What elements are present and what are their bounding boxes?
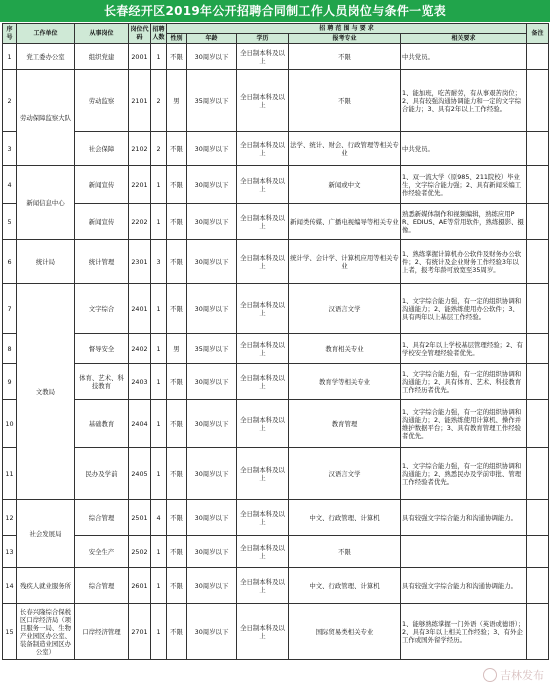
row-post: 新闻宣传: [75, 204, 129, 240]
table-body: [3, 44, 549, 660]
row-seq: 10: [3, 400, 17, 448]
row-edu: 全日制本科及以上: [237, 536, 289, 568]
row-edu: 全日制本科及以上: [237, 240, 289, 284]
table-row: [3, 334, 549, 364]
row-major: 法学、统计、财会、行政管理等相关专业: [289, 132, 401, 166]
row-count: 2: [151, 70, 167, 132]
row-count: 1: [151, 604, 167, 660]
row-post: 新闻宣传: [75, 166, 129, 204]
row-note: [527, 44, 549, 70]
row-seq: 5: [3, 204, 17, 240]
row-requirement: 1、文字综合能力强，有一定的组织协调和沟通能力；2、能熟练使用办公软件；3、具有两年以上基层工作经验。: [401, 284, 527, 334]
table-row: [3, 44, 549, 70]
header-seq: 序号: [3, 24, 17, 44]
row-requirement: 1、文字综合能力强，有一定的组织协调和沟通能力；2、熟悉民办及学前审批、管理工作经验者优先。: [401, 448, 527, 500]
row-edu: 全日制本科及以上: [237, 448, 289, 500]
row-major: 统计学、会计学、计算机应用等相关专业: [289, 240, 401, 284]
row-gender: 不限: [167, 536, 187, 568]
table-row: [3, 166, 549, 204]
row-note: [527, 334, 549, 364]
row-seq: 11: [3, 448, 17, 500]
row-code: 2403: [129, 364, 151, 400]
row-note: [527, 204, 549, 240]
row-note: [527, 500, 549, 536]
row-requirement: 1、文字综合能力强，有一定的组织协调和沟通能力；2、具有体育、艺术、科技教育工作经历者优先。: [401, 364, 527, 400]
row-requirement: 中共党员。: [401, 132, 527, 166]
row-post: 口岸经济管理: [75, 604, 129, 660]
row-requirement: 1、熟练掌握计算机办公软件及财务办公软件；2、有统计及企业财务工作经验3年以上者，报考年龄可放宽至35周岁。: [401, 240, 527, 284]
row-requirement: [401, 536, 527, 568]
row-count: 1: [151, 334, 167, 364]
row-age: 30周岁以下: [187, 568, 237, 604]
row-requirement: 熟悉新媒体制作和视频编辑，熟练应用PR、EDIUS、AE等常用软件，熟练摄影、摄像。: [401, 204, 527, 240]
row-edu: 全日制本科及以上: [237, 364, 289, 400]
row-note: [527, 166, 549, 204]
row-requirement: 1、能加班，吃苦耐劳，有从事艰苦岗位；2、具有较强沟通协调能力和一定的文字综合能力；3、具有2年以上工作经验。: [401, 70, 527, 132]
row-code: 2701: [129, 604, 151, 660]
row-unit: 残疾人就业服务所: [17, 568, 75, 604]
row-requirement: 具有较强文字综合能力和沟通协调能力。: [401, 568, 527, 604]
row-note: [527, 568, 549, 604]
row-edu: 全日制本科及以上: [237, 204, 289, 240]
row-count: 3: [151, 240, 167, 284]
header-age: 年龄: [187, 34, 237, 44]
row-age: 30周岁以下: [187, 44, 237, 70]
table-row: [3, 364, 549, 400]
row-post: 安全生产: [75, 536, 129, 568]
header-edu: 学历: [237, 34, 289, 44]
row-note: [527, 604, 549, 660]
row-gender: 不限: [167, 500, 187, 536]
row-requirement: 中共党员。: [401, 44, 527, 70]
page-title: 长春经开区2019年公开招聘合同制工作人员岗位与条件一览表: [0, 0, 550, 22]
row-code: 2202: [129, 204, 151, 240]
header-gender: 性别: [167, 34, 187, 44]
row-gender: 不限: [167, 44, 187, 70]
row-major: 国际贸易类相关专业: [289, 604, 401, 660]
row-edu: 全日制本科及以上: [237, 500, 289, 536]
row-count: 1: [151, 536, 167, 568]
row-unit: 劳动保障监察大队: [17, 70, 75, 166]
row-unit: 新闻信息中心: [17, 166, 75, 240]
header-code: 岗位代码: [129, 24, 151, 44]
header-group: 招 聘 范 围 与 要 求: [167, 24, 527, 34]
table-row: [3, 500, 549, 536]
row-age: 30周岁以下: [187, 536, 237, 568]
table-row: [3, 70, 549, 132]
row-post: 社会保障: [75, 132, 129, 166]
row-edu: 全日制本科及以上: [237, 334, 289, 364]
row-note: [527, 448, 549, 500]
watermark-text: 吉林发布: [500, 669, 544, 682]
row-post: 统计管理: [75, 240, 129, 284]
row-major: 教育学等相关专业: [289, 364, 401, 400]
row-count: 1: [151, 204, 167, 240]
header-post: 从事岗位: [75, 24, 129, 44]
row-requirement: 1、文字综合能力强，有一定的组织协调和沟通能力；2、能熟练使用计算机、操作并维护数据平台；3、具有教育管理工作经验者优先。: [401, 400, 527, 448]
row-gender: 不限: [167, 604, 187, 660]
row-code: 2101: [129, 70, 151, 132]
row-age: 30周岁以下: [187, 400, 237, 448]
row-count: 1: [151, 44, 167, 70]
row-major: 不限: [289, 536, 401, 568]
row-gender: 不限: [167, 166, 187, 204]
row-seq: 2: [3, 70, 17, 132]
row-note: [527, 70, 549, 132]
row-age: 30周岁以下: [187, 448, 237, 500]
table-row: [3, 284, 549, 334]
row-seq: 1: [3, 44, 17, 70]
header-note: 备注: [527, 24, 549, 44]
row-major: 新闻类传媒、广播电视编导等相关专业: [289, 204, 401, 240]
row-major: 汉语言文学: [289, 448, 401, 500]
row-unit: 长春兴隆综合保税区口岸经济局（项目服务一局、生物产业园区办公室、装备制造业园区办公室）: [17, 604, 75, 660]
table-row: [3, 400, 549, 448]
row-major: 中文、行政管理、计算机: [289, 568, 401, 604]
row-code: 2502: [129, 536, 151, 568]
row-gender: 不限: [167, 284, 187, 334]
row-edu: 全日制本科及以上: [237, 70, 289, 132]
row-edu: 全日制本科及以上: [237, 568, 289, 604]
row-gender: 男: [167, 334, 187, 364]
row-age: 30周岁以下: [187, 204, 237, 240]
row-age: 30周岁以下: [187, 500, 237, 536]
row-major: 不限: [289, 70, 401, 132]
row-age: 35周岁以下: [187, 70, 237, 132]
row-seq: 13: [3, 536, 17, 568]
row-code: 2402: [129, 334, 151, 364]
table-row: [3, 204, 549, 240]
row-code: 2404: [129, 400, 151, 448]
row-age: 30周岁以下: [187, 132, 237, 166]
row-post: 民办及学前: [75, 448, 129, 500]
row-age: 30周岁以下: [187, 240, 237, 284]
row-code: 2401: [129, 284, 151, 334]
row-gender: 不限: [167, 364, 187, 400]
row-edu: 全日制本科及以上: [237, 284, 289, 334]
row-major: 教育管理: [289, 400, 401, 448]
table-row: [3, 132, 549, 166]
row-seq: 3: [3, 132, 17, 166]
table-row: [3, 536, 549, 568]
table-row: [3, 448, 549, 500]
row-seq: 15: [3, 604, 17, 660]
row-post: 基础教育: [75, 400, 129, 448]
row-note: [527, 364, 549, 400]
row-requirement: 1、双一流大学（原985、211院校）毕业生，文字综合能力强；2、具有新闻采编工作经验者优先。: [401, 166, 527, 204]
row-unit: 统计局: [17, 240, 75, 284]
row-count: 1: [151, 364, 167, 400]
row-edu: 全日制本科及以上: [237, 604, 289, 660]
row-seq: 8: [3, 334, 17, 364]
row-note: [527, 536, 549, 568]
row-code: 2102: [129, 132, 151, 166]
row-requirement: 具有较强文字综合能力和沟通协调能力。: [401, 500, 527, 536]
row-note: [527, 132, 549, 166]
row-unit: 社会发展局: [17, 500, 75, 568]
row-age: 30周岁以下: [187, 604, 237, 660]
row-gender: 不限: [167, 568, 187, 604]
table-row: [3, 240, 549, 284]
row-count: 2: [151, 132, 167, 166]
row-age: 30周岁以下: [187, 166, 237, 204]
row-note: [527, 240, 549, 284]
row-count: 4: [151, 500, 167, 536]
row-major: 中文、行政管理、计算机: [289, 500, 401, 536]
row-post: 综合管理: [75, 568, 129, 604]
row-requirement: 1、具有2年以上学校基层管理经验；2、有学校安全管理经验者优先。: [401, 334, 527, 364]
row-seq: 7: [3, 284, 17, 334]
row-edu: 全日制本科及以上: [237, 44, 289, 70]
row-code: 2501: [129, 500, 151, 536]
row-unit: 党工委办公室: [17, 44, 75, 70]
header-unit: 工作单位: [17, 24, 75, 44]
row-post: 组织党建: [75, 44, 129, 70]
table-row: [3, 604, 549, 660]
row-major: 新闻或中文: [289, 166, 401, 204]
row-edu: 全日制本科及以上: [237, 166, 289, 204]
row-age: 30周岁以下: [187, 284, 237, 334]
row-edu: 全日制本科及以上: [237, 132, 289, 166]
row-post: 督导安全: [75, 334, 129, 364]
row-gender: 不限: [167, 240, 187, 284]
row-note: [527, 284, 549, 334]
header-count: 招聘人数: [151, 24, 167, 44]
table-row: [3, 568, 549, 604]
row-gender: 不限: [167, 400, 187, 448]
wechat-logo-icon: [483, 668, 497, 682]
row-count: 1: [151, 568, 167, 604]
row-gender: 不限: [167, 132, 187, 166]
row-seq: 14: [3, 568, 17, 604]
row-note: [527, 400, 549, 448]
header-major: 报考专业: [289, 34, 401, 44]
row-post: 文字综合: [75, 284, 129, 334]
header-row-1: [3, 24, 549, 34]
row-count: 1: [151, 284, 167, 334]
row-gender: 男: [167, 70, 187, 132]
row-code: 2405: [129, 448, 151, 500]
row-count: 1: [151, 448, 167, 500]
row-code: 2301: [129, 240, 151, 284]
job-table: [2, 23, 549, 660]
row-code: 2201: [129, 166, 151, 204]
row-major: 教育相关专业: [289, 334, 401, 364]
row-seq: 12: [3, 500, 17, 536]
watermark: [483, 667, 544, 683]
header-other: 相关要求: [401, 34, 527, 44]
row-gender: 不限: [167, 204, 187, 240]
row-post: 体育、艺术、科技教育: [75, 364, 129, 400]
row-major: 汉语言文学: [289, 284, 401, 334]
row-code: 2601: [129, 568, 151, 604]
row-age: 35周岁以下: [187, 334, 237, 364]
row-unit: 文教局: [17, 284, 75, 500]
row-gender: 不限: [167, 448, 187, 500]
row-code: 2001: [129, 44, 151, 70]
row-edu: 全日制本科及以上: [237, 400, 289, 448]
row-post: 劳动监察: [75, 70, 129, 132]
row-major: 不限: [289, 44, 401, 70]
row-seq: 9: [3, 364, 17, 400]
row-count: 1: [151, 400, 167, 448]
row-post: 综合管理: [75, 500, 129, 536]
row-seq: 4: [3, 166, 17, 204]
row-requirement: 1、能够熟练掌握一门外语（英语或德语）；2、具有3年以上相关工作经验；3、有外企工作或国外留学经历。: [401, 604, 527, 660]
row-age: 30周岁以下: [187, 364, 237, 400]
row-seq: 6: [3, 240, 17, 284]
row-count: 1: [151, 166, 167, 204]
